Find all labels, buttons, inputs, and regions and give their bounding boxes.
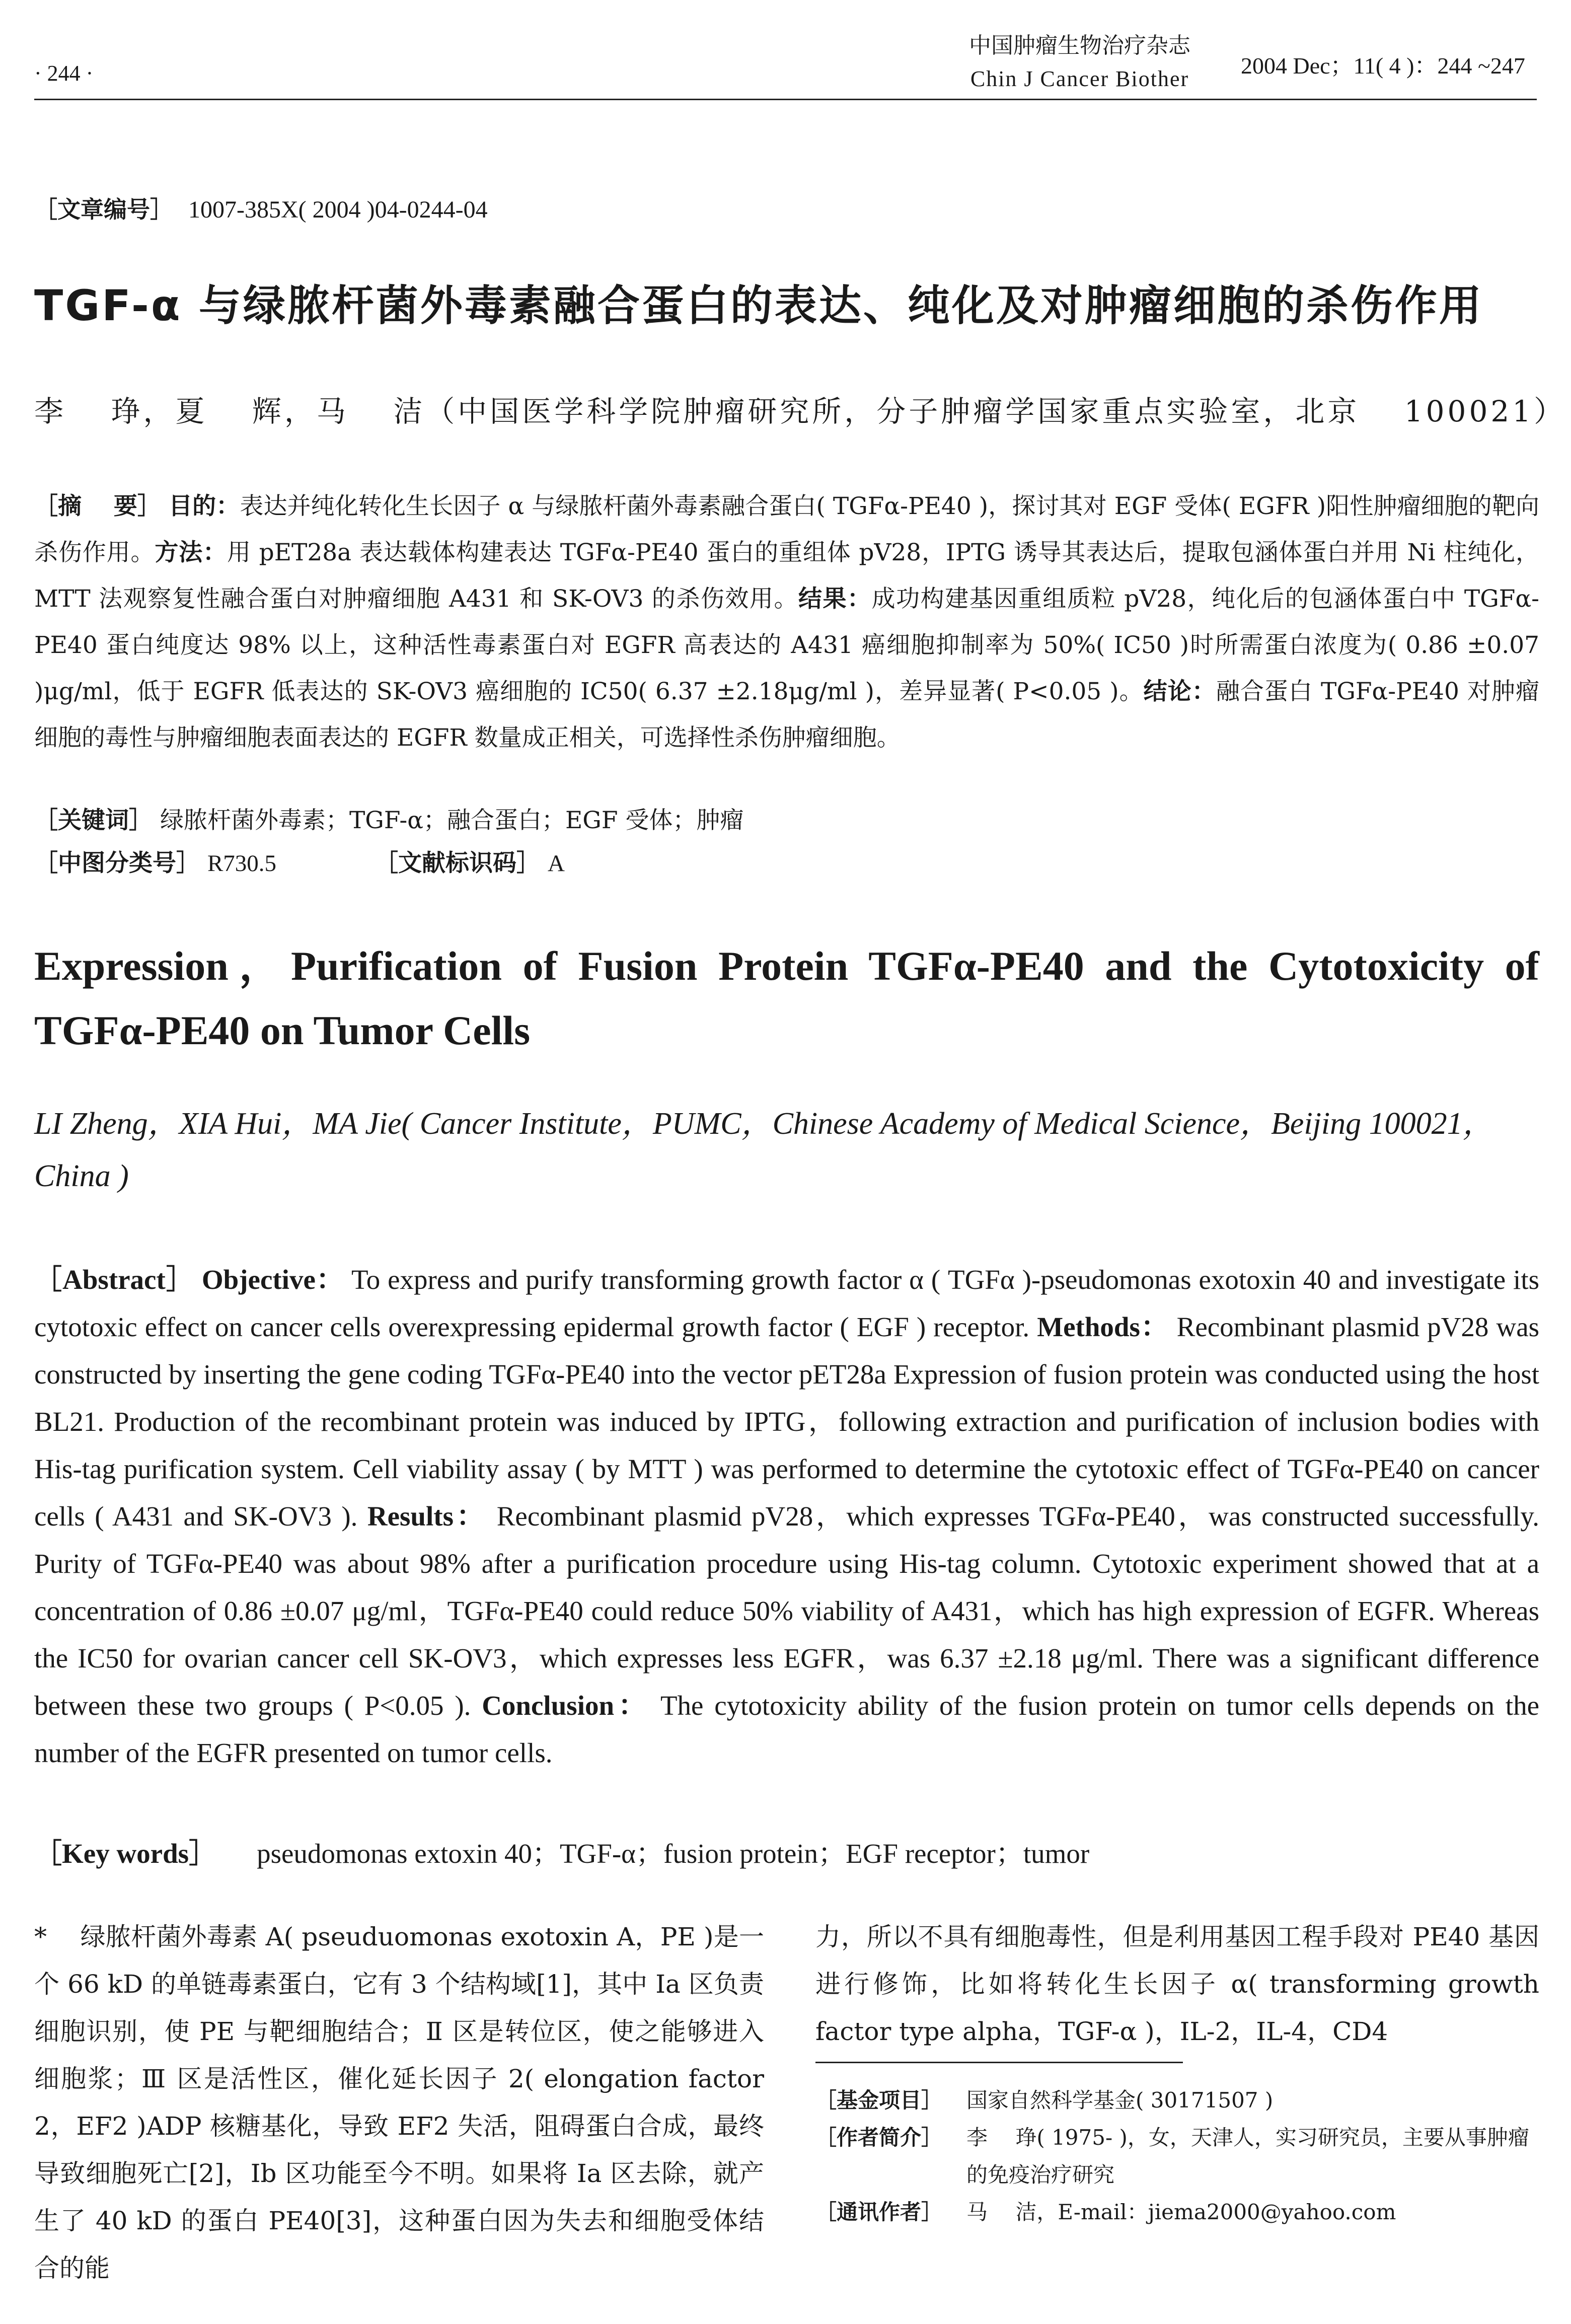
conclusion-en: The cytotoxicity ability of the fusion protein on tumor cells depends on the number of the EGFR presented on tumor cells.: [34, 1690, 1539, 1768]
conclusion-label-en: Conclusion：: [482, 1690, 650, 1721]
keywords-cn-value: 绿脓杆菌外毒素；TGF-α；融合蛋白；EGF 受体；肿瘤: [160, 807, 744, 834]
objective-en: To express and purify transforming growth factor α ( TGFα )-pseudomonas exotoxin 40 and investigate its cytotoxic effect on cancer cells overexpressing epidermal growth factor ( EGF ) receptor.: [34, 1264, 1540, 1342]
clc-label: ［中图分类号］: [34, 849, 200, 877]
methods-label-cn: 方法：: [155, 539, 227, 566]
objective-label-cn: 目的：: [169, 492, 240, 520]
objective-label-en: Objective：: [201, 1264, 345, 1295]
article-id: [34, 191, 488, 225]
authors-cn: 李 琤，夏 辉，马 洁（中国医学科学院肿瘤研究所，分子肿瘤学国家重点实验室，北京 100021）: [34, 394, 1566, 428]
results-label-en: Results：: [367, 1501, 487, 1532]
footnote-text: 李 琤( 1975- )，女，天津人，实习研究员，主要从事肿瘤的免疫治疗研究: [966, 2125, 1529, 2187]
footnote-author-bio: [815, 2119, 1539, 2194]
abstract-cn-label: ［摘 要］: [34, 492, 161, 520]
footnote-text: 马 洁，E-mail：jiema2000@yahoo.com: [966, 2200, 1396, 2224]
page-header: [0, 0, 1571, 101]
results-en: Recombinant plasmid pV28，which expresses TGFα-PE40，was constructed successfully. Purity of TGFα-PE40 was about 98% after a purification procedure using His-tag column. Cytotoxic experiment showed that at a concentration of 0.86 ±0.07 μg/ml，TGFα-PE40 could reduce 50% viability of A431，which has high expression of EGFR. Whereas the IC50 for ovarian cancer cell SK-OV3，which expresses less EGFR，was 6.37 ±2.18 μg/ml. There was a significant difference between these two groups ( P<0.05 ).: [34, 1501, 1540, 1721]
doc-code-label: ［文献标识码］: [375, 849, 541, 877]
footnote-label: ［通讯作者］: [815, 2200, 943, 2224]
issue-info: 2004 Dec；11( 4 )：244 ~247: [1241, 53, 1525, 79]
title-en: Expression，Purification of Fusion Protein TGFα-PE40 and the Cytotoxicity of TGFα-PE40 on Tumor Cells: [34, 943, 1539, 1053]
header-divider: [34, 99, 1537, 100]
clc-value: R730.5: [207, 850, 277, 877]
article-id-label: ［文章编号］: [34, 196, 173, 223]
journal-name-cn: 中国肿瘤生物治疗杂志: [969, 33, 1190, 58]
journal-name: [969, 29, 1190, 96]
methods-label-en: Methods：: [1037, 1312, 1169, 1342]
keywords-en-label: ［Key words］: [34, 1838, 217, 1869]
footnote-funding: [815, 2082, 1539, 2119]
doc-code-value: A: [547, 850, 565, 877]
footnote-label: ［基金项目］: [815, 2088, 943, 2113]
footnotes: [815, 2082, 1539, 2231]
article-id-value: 1007-385X( 2004 )04-0244-04: [188, 196, 488, 223]
classification: [34, 843, 565, 884]
page-number: · 244 ·: [34, 61, 94, 86]
journal-name-en: Chin J Cancer Biother: [970, 66, 1189, 91]
conclusion-cn: 融合蛋白 TGFα-PE40 对肿瘤细胞的毒性与肿瘤细胞表面表达的 EGFR 数量成正相关，可选择性杀伤肿瘤细胞。: [34, 678, 1539, 752]
footnote-corresponding: [815, 2194, 1539, 2231]
abstract-cn: [34, 483, 1539, 761]
body-column-right: 力，所以不具有细胞毒性，但是利用基因工程手段对 PE40 基因进行修饰，比如将转化生长因子 α( transforming growth factor type alpha，TGF-α )，IL-2，IL-4，CD4: [815, 1922, 1539, 2046]
objective-cn: 表达并纯化转化生长因子 α 与绿脓杆菌外毒素融合蛋白( TGFα-PE40 )，探讨其对 EGF 受体( EGFR )阳性肿瘤细胞的靶向杀伤作用。: [34, 492, 1539, 566]
keywords-en: [34, 1830, 1089, 1877]
results-cn: 成功构建基因重组质粒 pV28，纯化后的包涵体蛋白中 TGFα-PE40 蛋白纯度达 98% 以上，这种活性毒素蛋白对 EGFR 高表达的 A431 癌细胞抑制率为 50%( IC50 )时所需蛋白浓度为( 0.86 ±0.07 )μg/ml，低于 EGFR 低表达的 SK-OV3 癌细胞的 IC50( 6.37 ±2.18μg/ml )，差异显著( P<0.05 )。: [34, 585, 1540, 705]
abstract-en-label: ［Abstract］: [34, 1264, 194, 1295]
footnote-text: 国家自然科学基金( 30171507 ): [966, 2088, 1274, 2113]
conclusion-label-cn: 结论：: [1143, 678, 1216, 705]
body-column-left: * 绿脓杆菌外毒素 A( pseuduomonas exotoxin A，PE )是一个 66 kD 的单链毒素蛋白，它有 3 个结构域[1]，其中 Ia 区负责细胞识别，使 PE 与靶细胞结合；Ⅱ 区是转位区，使之能够进入细胞浆；Ⅲ 区是活性区，催化延长因子 2( elongation factor 2，EF2 )ADP 核糖基化，导致 EF2 失活，阻碍蛋白合成，最终导致细胞死亡[2]，Ib 区功能至今不明。如果将 Ia 区去除，就产生了 40 kD 的蛋白 PE40[3]，这种蛋白因为失去和细胞受体结合的能: [34, 1922, 764, 2283]
abstract-en: [34, 1256, 1539, 1777]
keywords-en-value: pseudomonas extoxin 40；TGF-α；fusion protein；EGF receptor；tumor: [257, 1838, 1090, 1869]
keywords-cn: [34, 801, 743, 841]
results-label-cn: 结果：: [798, 585, 872, 613]
footnote-label: ［作者简介］: [815, 2125, 943, 2150]
methods-en: Recombinant plasmid pV28 was constructed by inserting the gene coding TGFα-PE40 into the vector pET28a Expression of fusion protein was conducted using the host BL21. Production of the recombinant protein was induced by IPTG，following extraction and purification of inclusion bodies with His-tag purification system. Cell viability assay ( by MTT ) was performed to determine the cytotoxic effect of TGFα-PE40 on cancer cells ( A431 and SK-OV3 ).: [34, 1312, 1540, 1532]
footnote-divider: [815, 2062, 1183, 2063]
keywords-cn-label: ［关键词］: [34, 807, 153, 834]
title-cn: TGF-α 与绿脓杆菌外毒素融合蛋白的表达、纯化及对肿瘤细胞的杀伤作用: [34, 281, 1483, 330]
methods-cn: 用 pET28a 表达载体构建表达 TGFα-PE40 蛋白的重组体 pV28，IPTG 诱导其表达后，提取包涵体蛋白并用 Ni 柱纯化，MTT 法观察复性融合蛋白对肿瘤细胞 A431 和 SK-OV3 的杀伤效用。: [34, 539, 1540, 613]
authors-en: LI Zheng，XIA Hui，MA Jie( Cancer Institute，PUMC，Chinese Academy of Medical Science，Beijing 100021，China ): [34, 1107, 1494, 1193]
